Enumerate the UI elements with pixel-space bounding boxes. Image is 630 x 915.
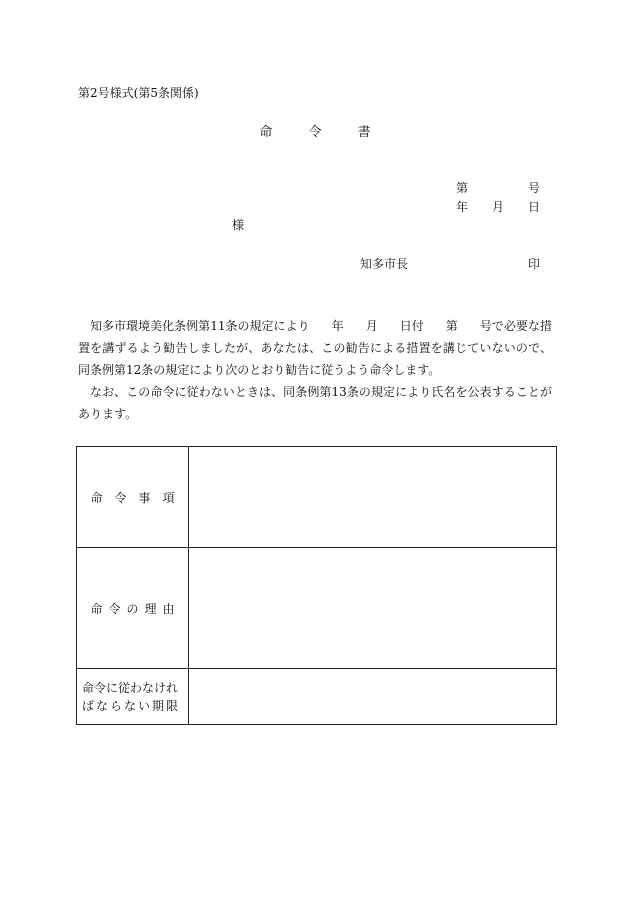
order-reason-value[interactable] <box>189 548 557 669</box>
document-title <box>0 121 630 140</box>
title-char-3: 書 <box>357 125 371 140</box>
body-paragraph-1: 知多市環境美化条例第11条の規定により 年 月 日付 第 号で必要な措置を講ずるよう勧告しましたが、あなたは、この勧告による措置を講じていないので、同条例第12条の規定により次のとおり勧告に従うよう命令します。 <box>78 319 552 377</box>
body-paragraph-2: なお、この命令に従わないときは、同条例第13条の規定により氏名を公表することがあります。 <box>78 385 552 421</box>
number-suffix: 号 <box>528 181 541 195</box>
date-month: 月 <box>492 200 505 214</box>
date-day: 日 <box>528 200 541 214</box>
title-char-2: 令 <box>308 125 322 140</box>
order-reason-label: 命令の理由 <box>77 548 189 669</box>
order-deadline-label: 命令に従わなけれ ばならない期限 <box>77 669 189 725</box>
order-items-value[interactable] <box>189 447 557 548</box>
order-deadline-value[interactable] <box>189 669 557 725</box>
addressee-suffix: 様 <box>232 218 245 232</box>
date-year: 年 <box>456 200 469 214</box>
order-row-reason <box>77 548 557 669</box>
order-row-deadline <box>77 669 557 725</box>
issuer-name: 知多市長 <box>360 257 409 271</box>
number-prefix: 第 <box>456 181 469 195</box>
form-label: 第2号様式(第5条関係) <box>78 86 199 100</box>
title-char-1: 命 <box>259 125 273 140</box>
order-items-label: 命令事項 <box>77 447 189 548</box>
order-table <box>76 446 557 725</box>
order-row-items <box>77 447 557 548</box>
seal-mark: 印 <box>528 257 541 271</box>
body-text <box>78 315 552 425</box>
